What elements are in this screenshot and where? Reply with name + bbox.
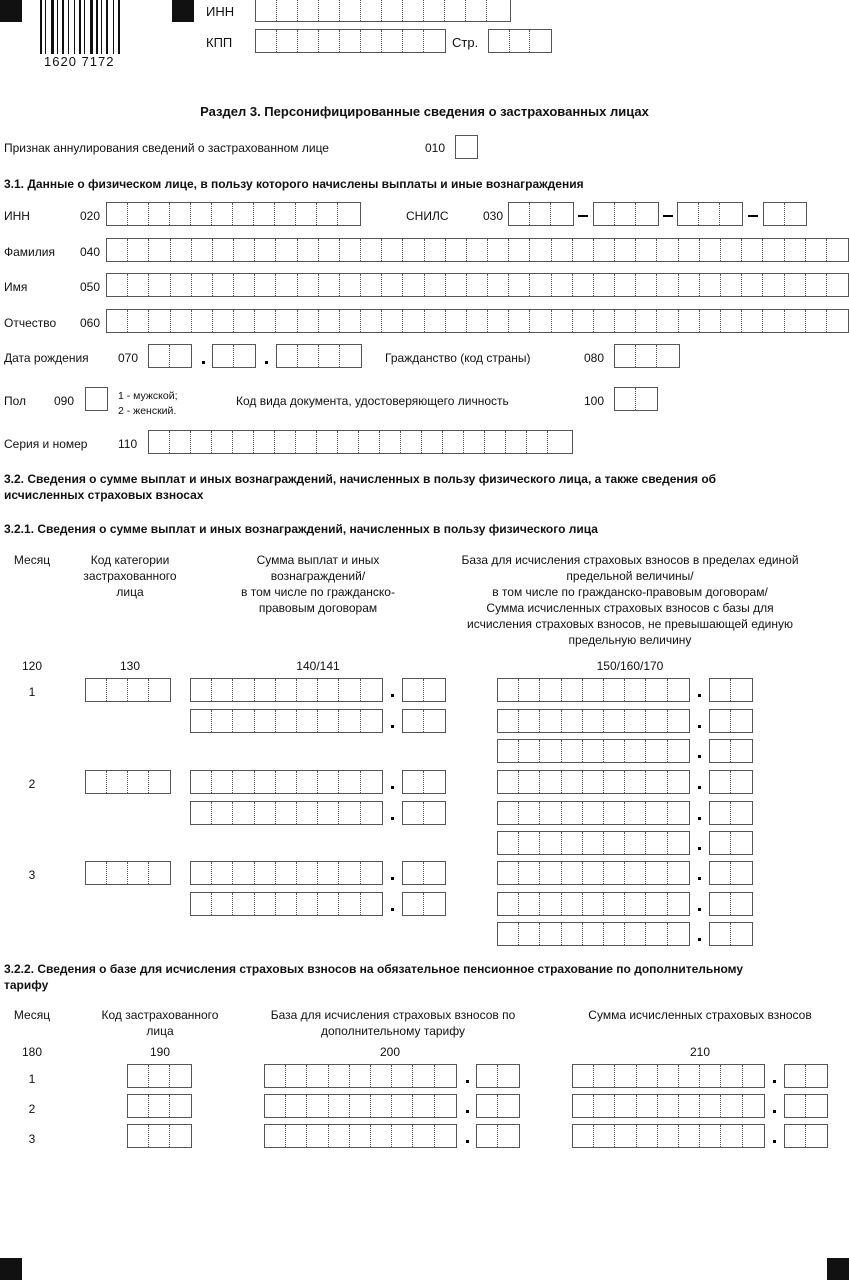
code-category: 130	[119, 659, 141, 673]
birthdate-code: 070	[118, 351, 139, 365]
additional-contrib-kopecks-field[interactable]	[784, 1124, 828, 1148]
decimal-separator	[466, 1080, 469, 1083]
decimal-separator	[391, 817, 394, 820]
barcode-number: 1620 7172	[44, 54, 115, 69]
col-month-header: Месяц	[13, 553, 51, 567]
additional-base-field[interactable]	[264, 1124, 457, 1148]
base-sum-kopecks-field[interactable]	[709, 831, 753, 855]
kpp-header-field[interactable]	[255, 29, 446, 53]
series-field[interactable]	[148, 430, 573, 454]
snils-separator	[578, 215, 588, 217]
decimal-separator	[698, 908, 701, 911]
code-base: 150/160/170	[596, 659, 664, 673]
firstname-field[interactable]	[106, 273, 849, 297]
decimal-separator	[466, 1140, 469, 1143]
category-code-field[interactable]	[85, 770, 171, 794]
citizenship-field[interactable]	[614, 344, 680, 368]
barcode	[40, 0, 150, 72]
s322-code-month: 180	[21, 1045, 43, 1059]
month-label: 2	[28, 777, 36, 791]
decimal-separator	[698, 786, 701, 789]
firstname-label: Имя	[4, 280, 28, 294]
birthdate-label: Дата рождения	[4, 351, 89, 365]
base-sum-field[interactable]	[497, 709, 690, 733]
s322-title-line2: тарифу	[4, 978, 49, 992]
citizenship-code: 080	[584, 351, 605, 365]
section-title: Раздел 3. Персонифицированные сведения о застрахованных лицах	[200, 104, 649, 119]
annul-label: Признак аннулирования сведений о застрахованном лице	[4, 141, 329, 155]
month-label: 1	[28, 685, 36, 699]
s31-title: 3.1. Данные о физическом лице, в пользу которого начислены выплаты и иные вознаграждения	[4, 177, 584, 191]
page-label: Стр.	[452, 35, 479, 50]
barcode-bar	[118, 0, 120, 54]
additional-base-kopecks-field[interactable]	[476, 1064, 520, 1088]
payment-sum-kopecks-field[interactable]	[402, 861, 446, 885]
decimal-separator	[773, 1080, 776, 1083]
code-sum: 140/141	[296, 659, 340, 673]
payment-sum-field[interactable]	[190, 801, 383, 825]
s322-code-base: 200	[379, 1045, 401, 1059]
additional-contrib-field[interactable]	[572, 1124, 765, 1148]
base-sum-kopecks-field[interactable]	[709, 739, 753, 763]
payment-sum-kopecks-field[interactable]	[402, 770, 446, 794]
additional-contrib-kopecks-field[interactable]	[784, 1094, 828, 1118]
payment-sum-kopecks-field[interactable]	[402, 678, 446, 702]
base-sum-field[interactable]	[497, 770, 690, 794]
decimal-separator	[466, 1110, 469, 1113]
doc-type-field[interactable]	[614, 387, 658, 411]
base-sum-kopecks-field[interactable]	[709, 770, 753, 794]
corner-marker-bottom-left	[0, 1258, 22, 1280]
decimal-separator	[773, 1140, 776, 1143]
inn-field[interactable]	[106, 202, 361, 226]
barcode-bar	[90, 0, 93, 54]
decimal-separator	[698, 694, 701, 697]
s321-title: 3.2.1. Сведения о сумме выплат и иных вознаграждений, начисленных в пользу физического лица	[4, 522, 598, 536]
barcode-bar	[57, 0, 58, 54]
decimal-separator	[698, 938, 701, 941]
decimal-separator	[698, 725, 701, 728]
s322-month-label: 2	[28, 1102, 36, 1116]
snils-separator	[748, 215, 758, 217]
doc-type-code: 100	[584, 394, 605, 408]
series-code: 110	[118, 437, 138, 451]
annul-field[interactable]	[455, 135, 478, 159]
lastname-field[interactable]	[106, 238, 849, 262]
base-sum-kopecks-field[interactable]	[709, 801, 753, 825]
barcode-bar	[40, 0, 42, 54]
base-sum-field[interactable]	[497, 861, 690, 885]
barcode-bar	[106, 0, 108, 54]
inn-label: ИНН	[4, 209, 30, 223]
additional-contrib-kopecks-field[interactable]	[784, 1064, 828, 1088]
barcode-bar	[113, 0, 114, 54]
annul-code: 010	[425, 141, 446, 155]
birthdate-day-field[interactable]	[148, 344, 192, 368]
base-sum-kopecks-field[interactable]	[709, 678, 753, 702]
barcode-bar	[51, 0, 54, 54]
s322-title-line1: 3.2.2. Сведения о базе для исчисления страховых взносов на обязательное пенсионное страхование по дополнительному	[4, 962, 744, 976]
decimal-separator	[391, 908, 394, 911]
snils-field-1[interactable]	[508, 202, 574, 226]
additional-base-kopecks-field[interactable]	[476, 1124, 520, 1148]
base-sum-field[interactable]	[497, 739, 690, 763]
snils-separator	[663, 215, 673, 217]
decimal-separator	[698, 877, 701, 880]
month-label: 3	[28, 868, 36, 882]
additional-base-field[interactable]	[264, 1064, 457, 1088]
lastname-label: Фамилия	[4, 245, 55, 259]
col-sum-header-line1: Сумма выплат и иных вознаграждений/	[256, 553, 380, 583]
barcode-bar	[74, 0, 75, 54]
decimal-separator	[391, 694, 394, 697]
additional-base-kopecks-field[interactable]	[476, 1094, 520, 1118]
series-label: Серия и номер	[4, 437, 88, 451]
corner-marker-bottom-right	[827, 1258, 849, 1280]
barcode-bar	[45, 0, 46, 54]
page-number-field[interactable]	[488, 29, 552, 53]
payment-sum-kopecks-field[interactable]	[402, 892, 446, 916]
col-base-header-line2: в том числе по гражданско-правовым договорам/	[492, 585, 768, 599]
s322-col-code-header: Код застрахованного лица	[101, 1008, 219, 1038]
snils-code: 030	[483, 209, 504, 223]
col-base-header-line3: Сумма исчисленных страховых взносов с базы для исчисления страховых взносов, не превышающей единую предельную величину	[467, 601, 793, 647]
inn-code: 020	[80, 209, 101, 223]
base-sum-field[interactable]	[497, 831, 690, 855]
category-code-field[interactable]	[85, 861, 171, 885]
barcode-bar	[62, 0, 64, 54]
sex-option-male: 1 - мужской;	[118, 390, 178, 402]
col-base-header-line1: База для исчисления страховых взносов в пределах единой предельной величины/	[461, 553, 799, 583]
lastname-code: 040	[80, 245, 101, 259]
doc-type-label: Код вида документа, удостоверяющего личность	[236, 394, 509, 408]
date-separator	[265, 361, 268, 364]
s32-title-line1: 3.2. Сведения о сумме выплат и иных вознаграждений, начисленных в пользу физического лица, а также сведения об	[4, 472, 717, 486]
snils-field-4[interactable]	[763, 202, 807, 226]
additional-contrib-field[interactable]	[572, 1064, 765, 1088]
decimal-separator	[391, 786, 394, 789]
barcode-bar	[84, 0, 85, 54]
insured-code-field[interactable]	[127, 1124, 192, 1148]
sex-label: Пол	[4, 394, 27, 408]
barcode-bar	[79, 0, 81, 54]
patronymic-code: 060	[80, 316, 101, 330]
s322-month-label: 1	[28, 1072, 36, 1086]
corner-marker-top	[172, 0, 194, 22]
kpp-header-label: КПП	[206, 35, 233, 50]
snils-field-3[interactable]	[677, 202, 743, 226]
additional-contrib-field[interactable]	[572, 1094, 765, 1118]
s322-month-label: 3	[28, 1132, 36, 1146]
decimal-separator	[773, 1110, 776, 1113]
base-sum-kopecks-field[interactable]	[709, 892, 753, 916]
s32-title-line2: исчисленных страховых взносах	[4, 488, 204, 502]
sex-option-female: 2 - женский.	[118, 405, 177, 417]
payment-sum-field[interactable]	[190, 892, 383, 916]
decimal-separator	[698, 817, 701, 820]
base-sum-field[interactable]	[497, 922, 690, 946]
additional-base-field[interactable]	[264, 1094, 457, 1118]
payment-sum-kopecks-field[interactable]	[402, 709, 446, 733]
barcode-bar	[101, 0, 102, 54]
base-sum-field[interactable]	[497, 801, 690, 825]
citizenship-label: Гражданство (код страны)	[385, 351, 531, 365]
barcode-bar	[96, 0, 98, 54]
base-sum-kopecks-field[interactable]	[709, 922, 753, 946]
s322-col-base-header: База для исчисления страховых взносов по дополнительному тарифу	[270, 1008, 516, 1038]
patronymic-field[interactable]	[106, 309, 849, 333]
s322-col-sum-header: Сумма исчисленных страховых взносов	[588, 1008, 812, 1022]
sex-field[interactable]	[85, 387, 108, 411]
snils-field-2[interactable]	[593, 202, 659, 226]
category-code-field[interactable]	[85, 678, 171, 702]
s322-col-month-header: Месяц	[13, 1008, 51, 1022]
birthdate-month-field[interactable]	[212, 344, 256, 368]
s322-code-code: 190	[149, 1045, 171, 1059]
payment-sum-field[interactable]	[190, 770, 383, 794]
payment-sum-kopecks-field[interactable]	[402, 801, 446, 825]
payment-sum-field[interactable]	[190, 709, 383, 733]
decimal-separator	[698, 755, 701, 758]
code-month: 120	[21, 659, 43, 673]
insured-code-field[interactable]	[127, 1094, 192, 1118]
col-category-header: Код категории застрахованного лица	[83, 553, 177, 599]
decimal-separator	[391, 725, 394, 728]
decimal-separator	[391, 877, 394, 880]
insured-code-field[interactable]	[127, 1064, 192, 1088]
payment-sum-field[interactable]	[190, 678, 383, 702]
col-sum-header-line2: в том числе по гражданско-правовым договорам	[241, 585, 395, 615]
s322-code-sum: 210	[689, 1045, 711, 1059]
sex-code: 090	[54, 394, 75, 408]
snils-label: СНИЛС	[406, 209, 449, 223]
birthdate-year-field[interactable]	[276, 344, 362, 368]
payment-sum-field[interactable]	[190, 861, 383, 885]
base-sum-kopecks-field[interactable]	[709, 709, 753, 733]
corner-marker-top-left	[0, 0, 22, 22]
inn-header-field[interactable]	[255, 0, 511, 22]
inn-header-label: ИНН	[206, 4, 235, 19]
patronymic-label: Отчество	[4, 316, 57, 330]
decimal-separator	[698, 847, 701, 850]
date-separator	[202, 361, 205, 364]
base-sum-field[interactable]	[497, 892, 690, 916]
firstname-code: 050	[80, 280, 101, 294]
base-sum-kopecks-field[interactable]	[709, 861, 753, 885]
barcode-bar	[68, 0, 69, 54]
base-sum-field[interactable]	[497, 678, 690, 702]
